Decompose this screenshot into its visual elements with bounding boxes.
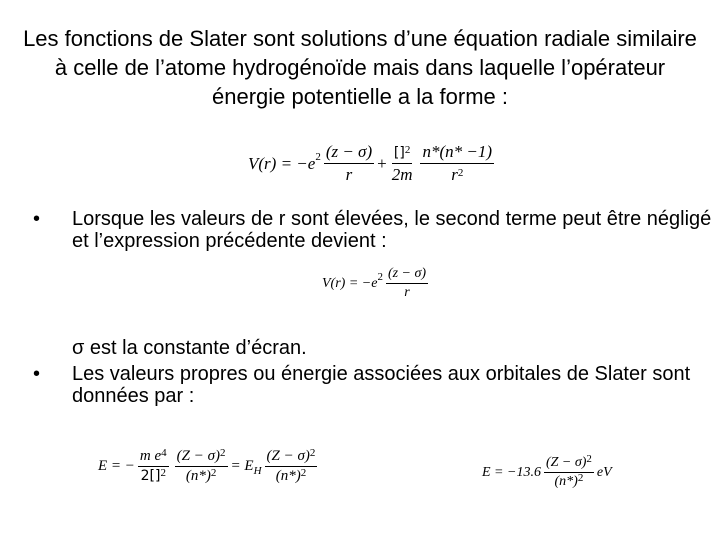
intro-paragraph: Les fonctions de Slater sont solutions d’une équation radiale similaire à celle de l’atome hydrogénoïde mais dans laquelle l’opérateur énergie potentielle a la forme : (23, 26, 697, 109)
fraction-n-star-over-r2: $\frac{n*(n* -1)}{r^2}$ (422, 142, 493, 184)
potential-equation-full: V(r) = −e 2 $\frac{(z - \sigma)}{r}$ + $\frac{[]^2}{2m}$ $\frac{n*(n* -1)}{r^2}$ (248, 142, 493, 184)
fraction-me4-over-2hbar2: $\frac{m e^4}{2[]^2}$ (139, 447, 167, 484)
energy-equation-general: E = − $\frac{m e^4}{2[]^2}$ $\frac{(Z - \sigma)^2}{(n*)^2}$ = E H $\frac{(Z - \sigma)^2}{(n*)^2}$ (98, 447, 316, 484)
bullet-marker: • (33, 363, 41, 385)
fraction-hbar-over-2m: $\frac{[]^2}{2m}$ (391, 144, 413, 184)
bullet-marker: • (33, 208, 41, 230)
potential-equation-reduced: V(r) = −e 2 $\frac{(z - \sigma)}{r}$ (322, 266, 427, 300)
fraction-z-sigma-over-r-reduced: $\frac{(z - \sigma)}{r}$ (387, 266, 427, 300)
bullet-large-r: • Lorsque les valeurs de r sont élevées, le second terme peut être négligé et l’expression précédente devient : (33, 208, 712, 252)
fraction-z-sigma2-over-n2-hartree: $\frac{(Z - \sigma)^2}{(n*)^2}$ (266, 447, 316, 484)
fraction-z-sigma-over-r: $\frac{(z - \sigma)}{r}$ (325, 142, 373, 184)
energy-equation-ev: E = −13.6 $\frac{(Z - \sigma)^2}{(n*)^2}$ eV (482, 453, 612, 489)
fraction-z-sigma2-over-n2-ev: $\frac{(Z - \sigma)^2}{(n*)^2}$ (545, 453, 592, 489)
fraction-z-sigma2-over-n2: $\frac{(Z - \sigma)^2}{(n*)^2}$ (176, 447, 226, 484)
bullet-slater-energies: • Les valeurs propres ou énergie associées aux orbitales de Slater sont données par : (33, 363, 691, 407)
sigma-note: σ est la constante d’écran. (72, 337, 307, 359)
